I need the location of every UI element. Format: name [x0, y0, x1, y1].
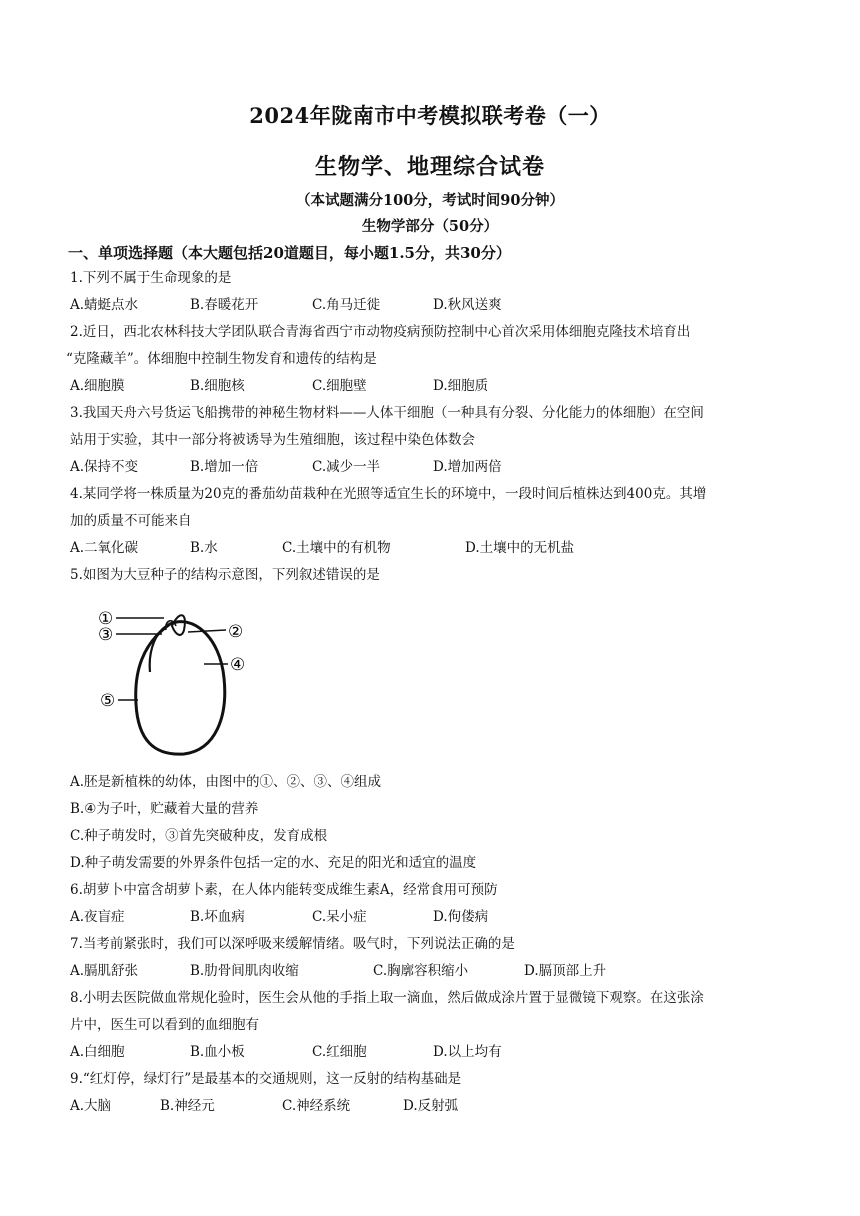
q7-option-b: B.肋骨间肌肉收缩 — [190, 963, 299, 979]
q3-option-d: D.增加两倍 — [433, 459, 502, 475]
question-6-stem: 6.胡萝卜中富含胡萝卜素，在人体内能转变成维生素A，经常食用可预防 — [70, 882, 498, 898]
q5-option-c: C.种子萌发时，③首先突破种皮，发育成根 — [70, 828, 328, 844]
q9-option-b: B.神经元 — [160, 1098, 215, 1114]
q9-option-a: A.大脑 — [70, 1098, 112, 1114]
q8-option-a: A.白细胞 — [70, 1044, 125, 1060]
q6-option-d: D.佝偻病 — [433, 909, 489, 925]
q2-option-d: D.细胞质 — [433, 378, 489, 394]
q6-option-b: B.坏血病 — [190, 909, 245, 925]
exam-note: （本试题满分100分，考试时间90分钟） — [296, 192, 564, 209]
q4-option-b: B.水 — [190, 540, 218, 556]
figure-label-5: ⑤ — [100, 691, 116, 711]
question-2-stem-line2: “克隆藏羊”。体细胞中控制生物发育和遗传的结构是 — [66, 351, 377, 367]
q2-option-c: C.细胞壁 — [312, 378, 367, 394]
q9-option-c: C.神经系统 — [282, 1098, 351, 1114]
exam-subtitle: 生物学、地理综合试卷 — [314, 154, 545, 180]
figure-label-4: ④ — [230, 655, 246, 675]
q5-option-d: D.种子萌发需要的外界条件包括一定的水、充足的阳光和适宜的温度 — [70, 855, 477, 871]
exam-title: 2024年陇南市中考模拟联考卷（一） — [249, 103, 611, 128]
section-heading: 一、单项选择题（本大题包括20道题目，每小题1.5分，共30分） — [68, 244, 511, 262]
q2-option-b: B.细胞核 — [190, 378, 245, 394]
q4-option-a: A.二氧化碳 — [70, 540, 139, 556]
question-7-stem: 7.当考前紧张时，我们可以深呼吸来缓解情绪。吸气时，下列说法正确的是 — [70, 936, 515, 952]
q7-option-d: D.膈顶部上升 — [524, 963, 607, 979]
q6-option-c: C.呆小症 — [312, 909, 367, 925]
question-1-stem: 1.下列不属于生命现象的是 — [70, 270, 232, 286]
leader-line-2 — [188, 630, 226, 632]
q7-option-c: C.胸廓容积缩小 — [373, 963, 469, 979]
plumule-shape — [172, 615, 185, 635]
q7-option-a: A.膈肌舒张 — [70, 963, 139, 979]
q4-option-c: C.土壤中的有机物 — [282, 540, 391, 556]
question-3-stem-line2: 站用于实验，其中一部分将被诱导为生殖细胞，该过程中染色体数会 — [70, 432, 475, 448]
question-3-stem-line1: 3.我国天舟六号货运飞船携带的神秘生物材料——人体干细胞（一种具有分裂、分化能力的体细胞）在空间 — [70, 405, 704, 421]
q8-option-c: C.红细胞 — [312, 1044, 367, 1060]
q1-option-b: B.春暖花开 — [190, 297, 259, 313]
question-4-stem-line2: 加的质量不可能来自 — [70, 513, 192, 529]
q2-option-a: A.细胞膜 — [70, 378, 125, 394]
q3-option-a: A.保持不变 — [70, 459, 139, 475]
figure-label-2: ② — [228, 622, 244, 642]
q1-option-a: A.蜻蜓点水 — [70, 297, 139, 313]
q9-option-d: D.反射弧 — [403, 1098, 459, 1114]
q3-option-b: B.增加一倍 — [190, 459, 259, 475]
q4-option-d: D.土壤中的无机盐 — [465, 540, 575, 556]
soybean-seed-diagram — [92, 600, 262, 760]
figure-label-1: ① — [98, 609, 114, 629]
q5-option-a: A.胚是新植株的幼体，由图中的①、②、③、④组成 — [70, 774, 382, 790]
question-2-stem-line1: 2.近日，西北农林科技大学团队联合青海省西宁市动物疫病预防控制中心首次采用体细胞克隆技术培育出 — [70, 324, 691, 340]
seed-coat-outline — [136, 622, 225, 755]
q3-option-c: C.减少一半 — [312, 459, 381, 475]
q6-option-a: A.夜盲症 — [70, 909, 125, 925]
question-9-stem: 9.“红灯停，绿灯行”是最基本的交通规则，这一反射的结构基础是 — [70, 1071, 462, 1087]
question-8-stem-line2: 片中，医生可以看到的血细胞有 — [70, 1017, 259, 1033]
question-5-stem: 5.如图为大豆种子的结构示意图，下列叙述错误的是 — [70, 567, 380, 583]
q5-option-b: B.④为子叶，贮藏着大量的营养 — [70, 801, 259, 817]
radicle-curve — [150, 624, 170, 672]
q8-option-d: D.以上均有 — [433, 1044, 502, 1060]
question-4-stem-line1: 4.某同学将一株质量为20克的番茄幼苗栽种在光照等适宜生长的环境中，一段时间后植株达到400克。其增 — [70, 486, 707, 502]
part-heading: 生物学部分（50分） — [361, 218, 499, 235]
q1-option-d: D.秋风送爽 — [433, 297, 502, 313]
q8-option-b: B.血小板 — [190, 1044, 245, 1060]
q1-option-c: C.角马迁徙 — [312, 297, 381, 313]
figure-label-3: ③ — [98, 625, 114, 645]
question-8-stem-line1: 8.小明去医院做血常规化验时，医生会从他的手指上取一滴血，然后做成涂片置于显微镜下观察。在这张涂 — [70, 990, 704, 1006]
